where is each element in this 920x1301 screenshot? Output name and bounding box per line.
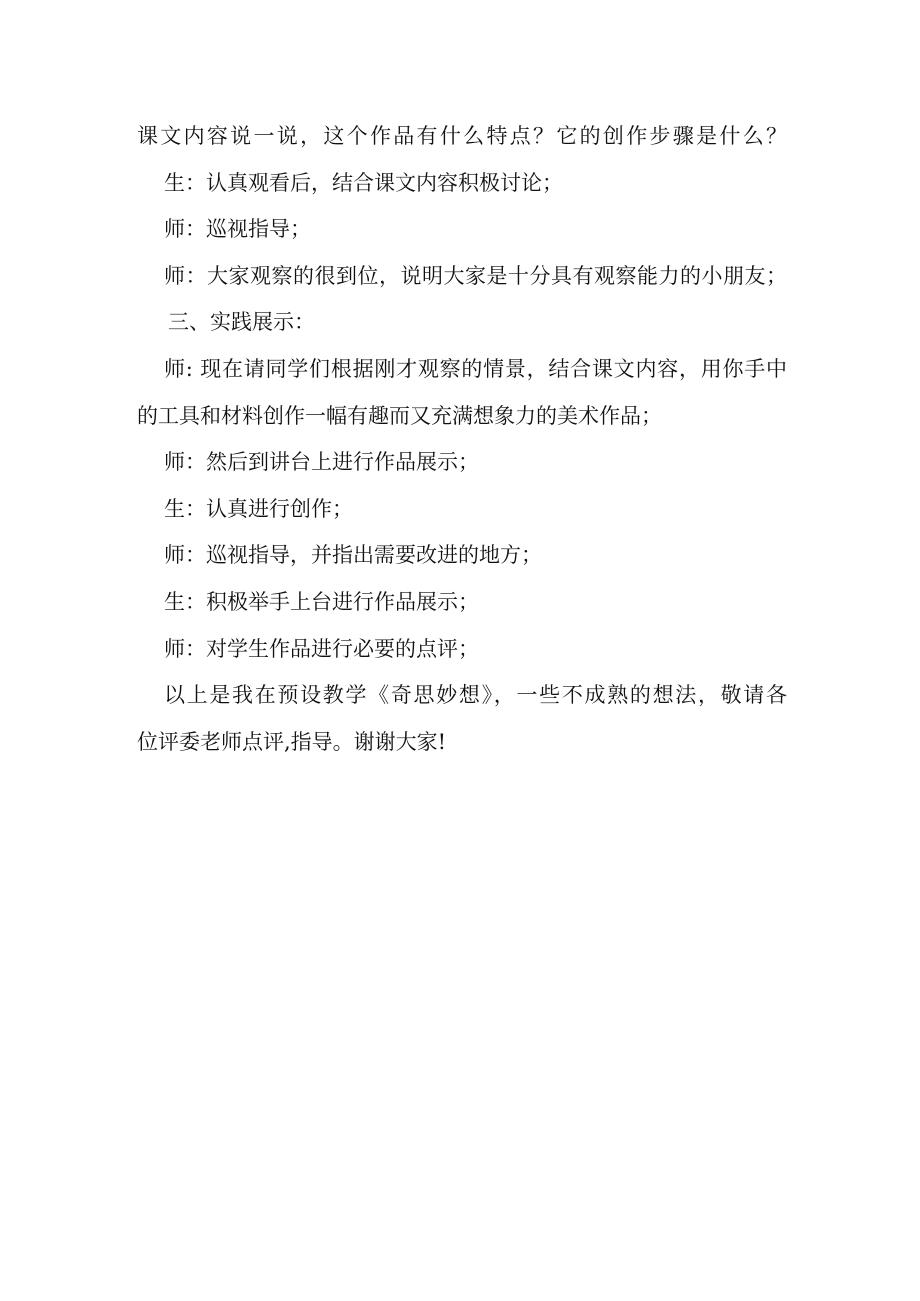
paragraph-line: 的工具和材料创作一幅有趣而又充满想象力的美术作品； (137, 403, 662, 428)
section-heading: 三、实践展示： (168, 310, 315, 335)
paragraph-line: 以上是我在预设教学《奇思妙想》，一些不成熟的想法，敬请各 (164, 683, 787, 708)
paragraph-line: 生：认真进行创作； (164, 496, 353, 521)
paragraph-line: 师: 现在请同学们根据刚才观察的情景，结合课文内容，用你手中 (164, 356, 787, 381)
paragraph-line: 生：认真观看后，结合课文内容积极讨论； (164, 170, 563, 195)
paragraph-line: 师：然后到讲台上进行作品展示； (164, 450, 479, 475)
paragraph-line: 师：对学生作品进行必要的点评； (164, 636, 479, 661)
paragraph-line: 师：大家观察的很到位，说明大家是十分具有观察能力的小朋友； (164, 263, 787, 288)
document-body (137, 113, 787, 765)
paragraph-line: 师：巡视指导，并指出需要改进的地方； (164, 543, 542, 568)
paragraph-line: 生：积极举手上台进行作品展示； (164, 589, 479, 614)
paragraph-line: 课文内容说一说，这个作品有什么特点？它的创作步骤是什么？ (137, 124, 787, 148)
paragraph-line: 师：巡视指导； (164, 217, 311, 242)
paragraph-line: 位评委老师点评,指导。谢谢大家! (137, 729, 447, 754)
